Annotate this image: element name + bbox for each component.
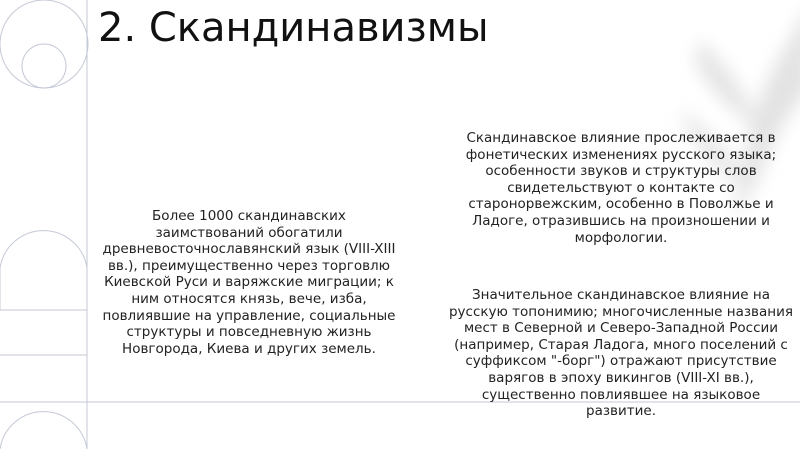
slide-title: 2. Скандинавизмы: [98, 5, 489, 51]
right-top-text-block: Скандинавское влияние прослеживается в фонетических изменениях русского языка; особенности звуков и структуры слов свидетельствуют о контакте со старонорвежским, особенно в Поволжье и Ладоге, отразившись на произношении и морфологии.: [465, 130, 777, 246]
left-text-block: Более 1000 скандинавских заимствований обогатили древневосточнославянский язык (VIII-XIII вв.), преимущественно через торговлю Киевской Руси и варяжские миграции; к ним относятся князь, вече, изба, повлиявшие на управление, социальные структуры и повседневную жизнь Новгорода, Киева и других земель.: [102, 208, 396, 357]
right-bottom-text-block: Значительное скандинавское влияние на русскую топонимию; многочисленные названия мест в Северной и Северо-Западной России (например, Старая Ладога, много поселений с суффиксом "-борг") отражают присутствие варягов в эпоху викингов (VIII-XI вв.), существенно повлиявшее на языковое развитие.: [448, 287, 794, 420]
